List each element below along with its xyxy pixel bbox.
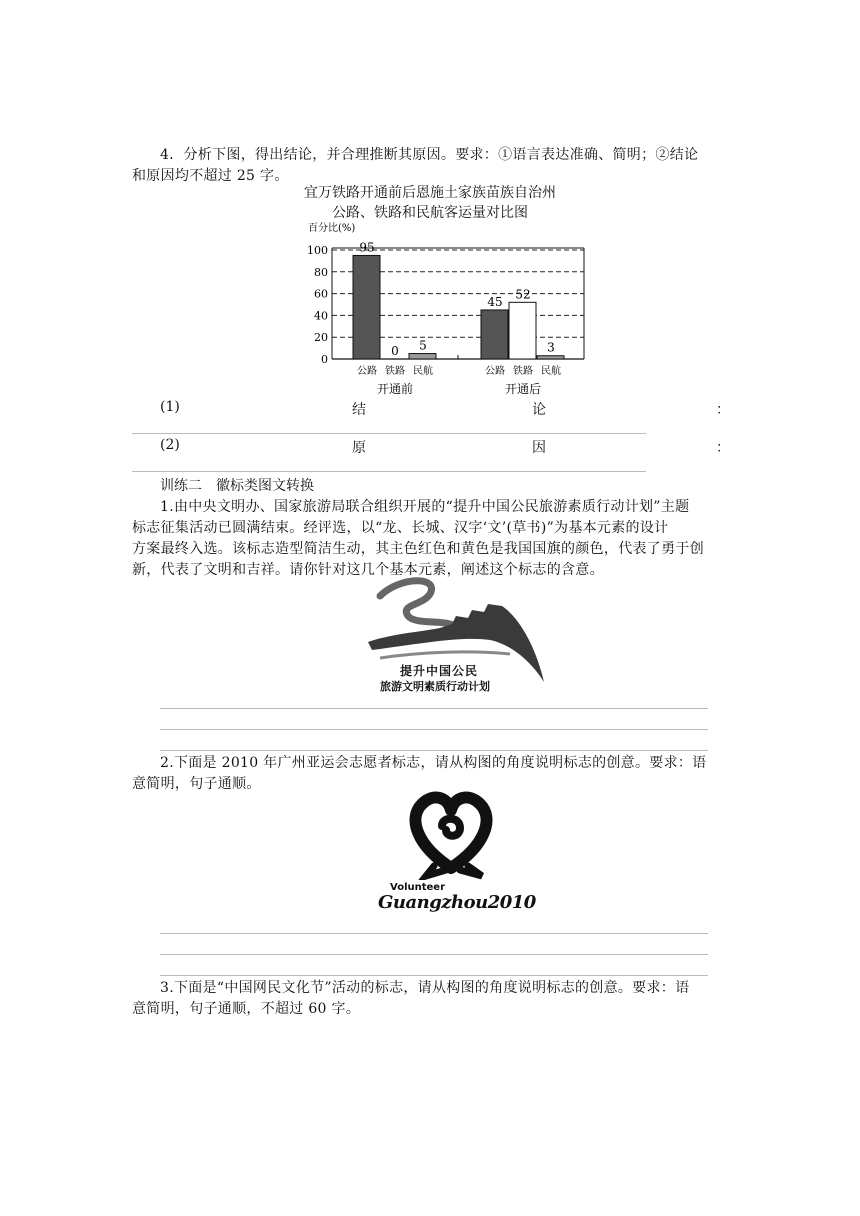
q3-line: 3.下面是“中国网民文化节”活动的标志，请从构图的角度说明标志的创意。要求：语 (160, 980, 690, 996)
q4-text (132, 145, 728, 187)
q2-line: 2.下面是 2010 年广州亚运会志愿者标志，请从构图的角度说明标志的创意。要求：语 (160, 755, 707, 771)
q3-line: 意简明，句子通顺，不超过 60 字。 (132, 1001, 361, 1017)
answer-line[interactable] (160, 954, 708, 955)
q4-line2: 和原因均不超过 25 字。 (132, 168, 289, 184)
bar (481, 310, 508, 359)
data-label: 3 (547, 340, 555, 355)
answer-num: (2) (160, 437, 180, 453)
data-label: 45 (487, 294, 503, 309)
y-axis-label: 百分比(%) (308, 223, 356, 234)
answer-label-char: 原 (352, 440, 366, 456)
answer-label-char: 因 (532, 440, 546, 456)
y-tick-label: 60 (314, 287, 328, 301)
data-label: 5 (419, 338, 427, 353)
answer-line[interactable] (160, 729, 708, 730)
y-tick-label: 0 (321, 353, 328, 366)
logo1-text-line1: 提升中国公民 (399, 664, 478, 678)
answer-line[interactable] (160, 750, 708, 751)
bar (509, 302, 536, 359)
q4-line1: 4．分析下图，得出结论，并合理推断其原因。要求：①语言表达准确、简明；②结论 (160, 147, 699, 163)
y-tick-label: 80 (314, 265, 328, 279)
volunteer-logo (376, 790, 536, 920)
answer-row-reason (160, 437, 728, 457)
y-tick-label: 100 (307, 244, 328, 257)
group-label: 开通后 (504, 382, 542, 396)
bar (409, 354, 436, 359)
y-tick-label: 20 (314, 331, 328, 345)
q2-text (132, 753, 728, 795)
answer-line[interactable] (160, 933, 708, 934)
answer-label-char: 结 (352, 402, 366, 418)
answer-line[interactable] (160, 975, 708, 976)
answer-line[interactable] (160, 708, 708, 709)
data-label: 0 (391, 344, 399, 358)
logo2-city-text: Guangzhou2010 (378, 892, 536, 913)
tourism-logo (360, 574, 550, 694)
answer-line[interactable] (132, 471, 646, 472)
q1-text (132, 497, 728, 581)
x-tick-label: 民航 (541, 366, 561, 377)
heart-knot-logo-icon (376, 790, 526, 880)
y-tick-label: 40 (314, 309, 328, 323)
bar (353, 255, 380, 359)
answer-label-char: 论 (532, 402, 546, 418)
bar-chart (300, 220, 600, 400)
x-tick-label: 公路 (485, 366, 505, 377)
logo2-volunteer-text: Volunteer (390, 882, 446, 893)
group-label: 开通前 (376, 382, 414, 396)
answer-colon: ： (716, 402, 730, 418)
logo1-text-line2: 旅游文明素质行动计划 (380, 680, 490, 693)
answer-num: (1) (160, 399, 180, 415)
bar (537, 356, 564, 359)
q1-line: 新，代表了文明和吉祥。请你针对这几个基本元素，阐述这个标志的含意。 (132, 562, 604, 578)
q3-text (132, 978, 728, 1020)
chart-title: 宜万铁路开通前后恩施土家族苗族自治州 (304, 185, 556, 201)
x-tick-label: 民航 (413, 366, 433, 377)
q1-line: 1.由中央文明办、国家旅游局联合组织开展的“提升中国公民旅游素质行动计划”主题 (160, 499, 690, 515)
data-label: 52 (515, 287, 531, 302)
chart-subtitle: 公路、铁路和民航客运量对比图 (332, 205, 528, 221)
q1-line: 方案最终入选。该标志造型简洁生动，其主色红色和黄色是我国国旗的颜色，代表了勇于创 (132, 541, 704, 557)
answer-line[interactable] (132, 433, 646, 434)
data-label: 95 (359, 240, 375, 255)
x-tick-label: 铁路 (385, 366, 405, 377)
section-heading: 训练二 徽标类图文转换 (160, 478, 314, 494)
answer-colon: ： (716, 440, 730, 456)
x-tick-label: 公路 (357, 366, 377, 377)
answer-row-conclusion (160, 399, 728, 419)
q1-line: 标志征集活动已圆满结束。经评选，以“龙、长城、汉字‘文’(草书)”为基本元素的设计 (132, 520, 669, 536)
q2-line: 意简明，句子通顺。 (132, 776, 261, 792)
x-tick-label: 铁路 (513, 366, 533, 377)
